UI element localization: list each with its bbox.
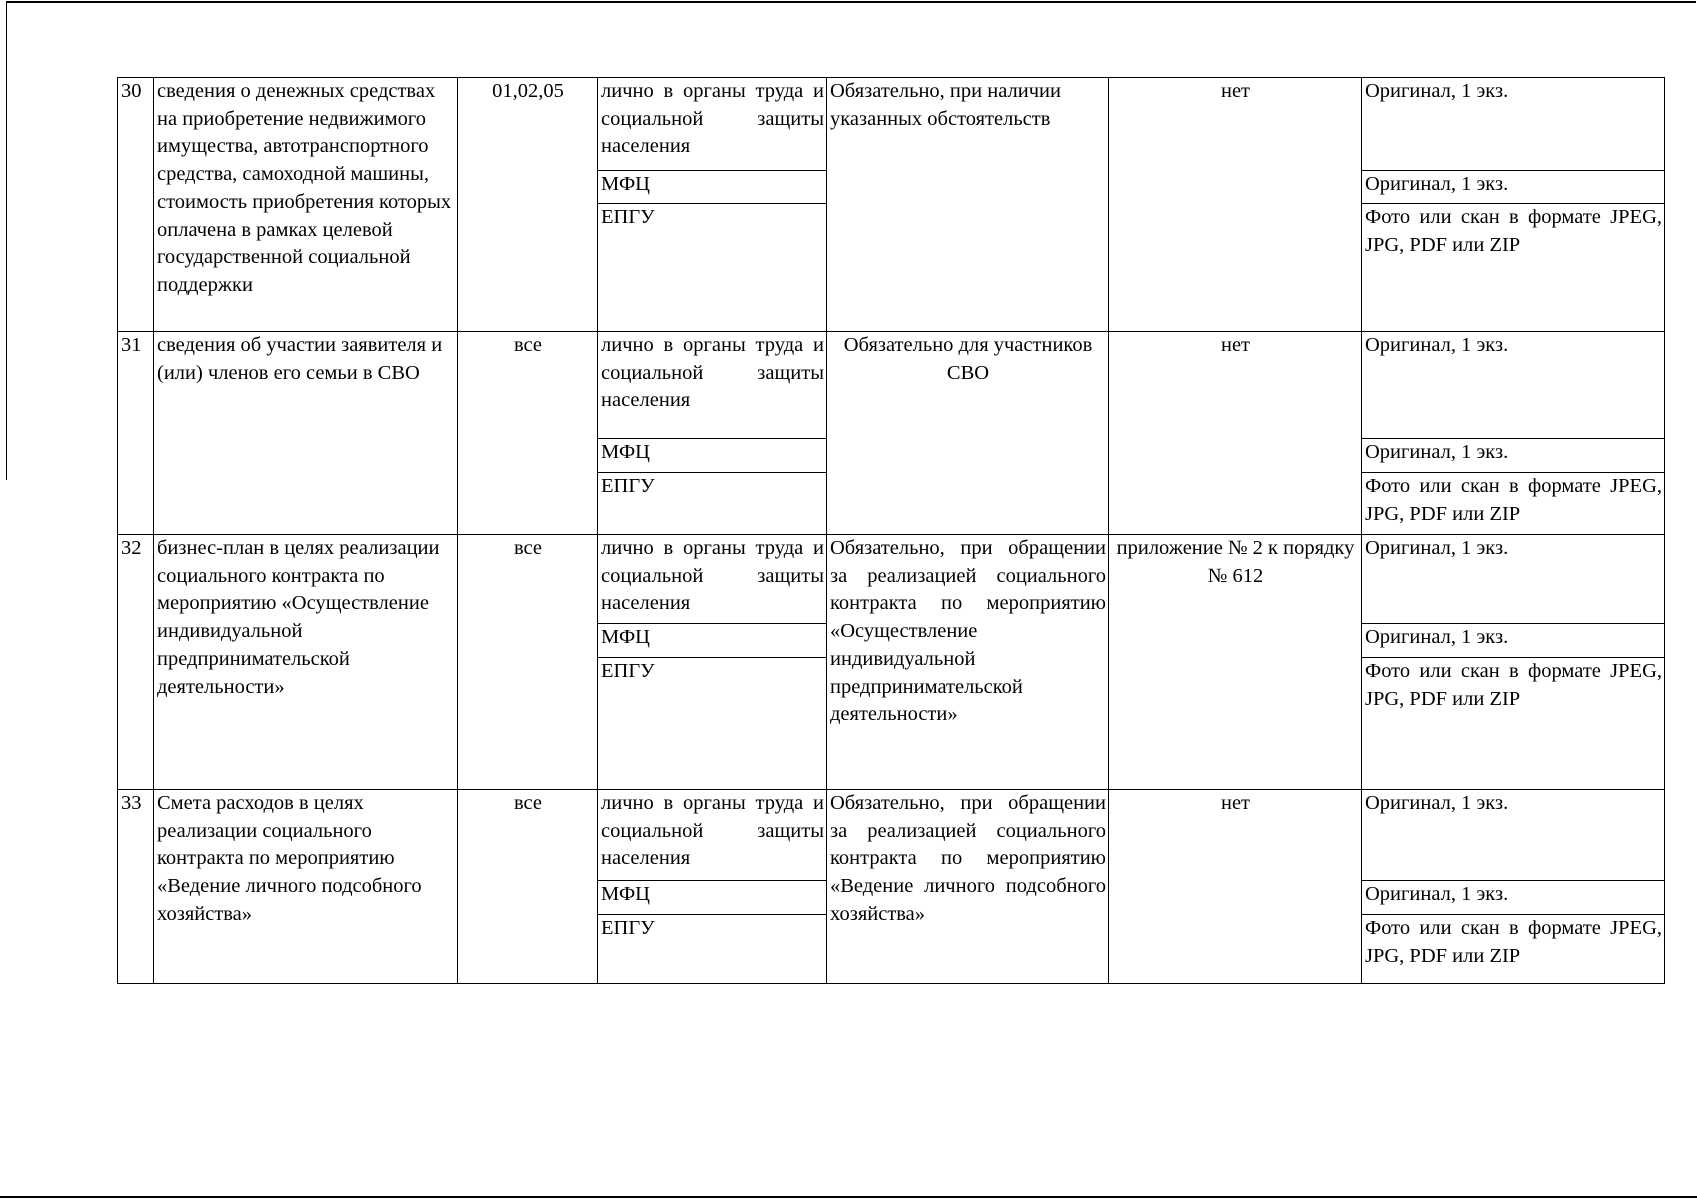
requirement-condition: Обязательно, при обращении за реализацией социального контракта по мероприятию «Осуществление индивидуальной предпринимательской деятельности» bbox=[827, 535, 1109, 790]
document-form: Оригинал, 1 экз. bbox=[1362, 439, 1665, 473]
channel-in-person: лично в органы труда и социальной защиты населения bbox=[598, 535, 827, 624]
document-form: Оригинал, 1 экз. bbox=[1362, 624, 1665, 658]
document-form: Оригинал, 1 экз. bbox=[1362, 78, 1665, 171]
applicant-category: 01,02,05 bbox=[458, 78, 598, 332]
document-template: нет bbox=[1109, 332, 1362, 535]
channel-epgu: ЕПГУ bbox=[598, 915, 827, 984]
scan-border-left bbox=[6, 2, 7, 480]
document-form: Оригинал, 1 экз. bbox=[1362, 535, 1665, 624]
document-template: нет bbox=[1109, 790, 1362, 984]
table-row bbox=[118, 332, 1665, 439]
channel-mfc: МФЦ bbox=[598, 171, 827, 204]
applicant-category: все bbox=[458, 535, 598, 790]
document-form: Оригинал, 1 экз. bbox=[1362, 332, 1665, 439]
document-form: Фото или скан в формате JPEG, JPG, PDF или ZIP bbox=[1362, 915, 1665, 984]
requirement-condition: Обязательно, при наличии указанных обстоятельств bbox=[827, 78, 1109, 332]
document-template: нет bbox=[1109, 78, 1362, 332]
document-description: бизнес-план в целях реализации социального контракта по мероприятию «Осуществление индивидуальной предпринимательской деятельности» bbox=[154, 535, 458, 790]
document-form: Оригинал, 1 экз. bbox=[1362, 171, 1665, 204]
scan-border-top bbox=[6, 1, 1696, 3]
document-form: Фото или скан в формате JPEG, JPG, PDF или ZIP bbox=[1362, 204, 1665, 332]
document-form: Фото или скан в формате JPEG, JPG, PDF или ZIP bbox=[1362, 473, 1665, 535]
applicant-category: все bbox=[458, 332, 598, 535]
channel-in-person: лично в органы труда и социальной защиты населения bbox=[598, 332, 827, 439]
row-number: 30 bbox=[118, 78, 154, 332]
row-number: 32 bbox=[118, 535, 154, 790]
channel-epgu: ЕПГУ bbox=[598, 658, 827, 790]
channel-in-person: лично в органы труда и социальной защиты населения bbox=[598, 78, 827, 171]
document-description: Смета расходов в целях реализации социального контракта по мероприятию «Ведение личного подсобного хозяйства» bbox=[154, 790, 458, 984]
documents-table bbox=[117, 77, 1665, 984]
document-form: Оригинал, 1 экз. bbox=[1362, 790, 1665, 881]
channel-in-person: лично в органы труда и социальной защиты населения bbox=[598, 790, 827, 881]
row-number: 31 bbox=[118, 332, 154, 535]
channel-epgu: ЕПГУ bbox=[598, 473, 827, 535]
channel-epgu: ЕПГУ bbox=[598, 204, 827, 332]
requirement-condition: Обязательно для участников СВО bbox=[827, 332, 1109, 535]
document-form: Оригинал, 1 экз. bbox=[1362, 881, 1665, 915]
row-number: 33 bbox=[118, 790, 154, 984]
channel-mfc: МФЦ bbox=[598, 439, 827, 473]
document-template: приложение № 2 к порядку № 612 bbox=[1109, 535, 1362, 790]
requirement-condition: Обязательно, при обращении за реализацией социального контракта по мероприятию «Ведение личного подсобного хозяйства» bbox=[827, 790, 1109, 984]
table-row bbox=[118, 78, 1665, 171]
scan-border-bottom bbox=[0, 1196, 1697, 1198]
table-row bbox=[118, 535, 1665, 624]
document-description: сведения о денежных средствах на приобретение недвижимого имущества, автотранспортного средства, самоходной машины, стоимость приобретения которых оплачена в рамках целевой государственной социальной поддержки bbox=[154, 78, 458, 332]
applicant-category: все bbox=[458, 790, 598, 984]
document-description: сведения об участии заявителя и (или) членов его семьи в СВО bbox=[154, 332, 458, 535]
document-form: Фото или скан в формате JPEG, JPG, PDF или ZIP bbox=[1362, 658, 1665, 790]
channel-mfc: МФЦ bbox=[598, 624, 827, 658]
table-row bbox=[118, 790, 1665, 881]
channel-mfc: МФЦ bbox=[598, 881, 827, 915]
